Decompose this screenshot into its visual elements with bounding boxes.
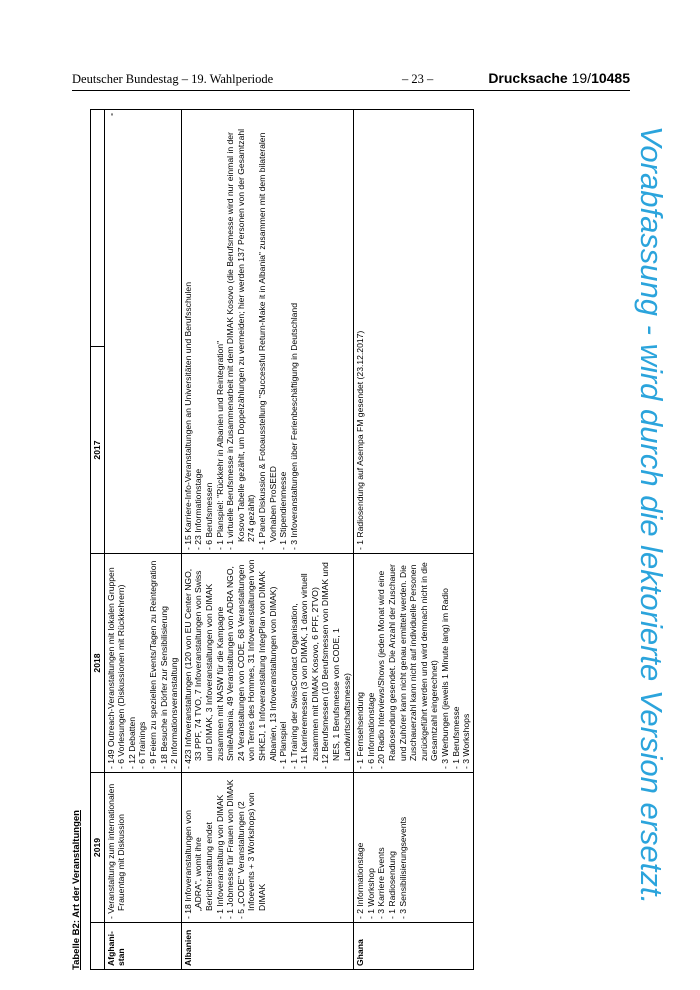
header-extra-cell (91, 110, 105, 347)
event-item: - 15 Karriere-Info-Veranstaltungen an Universitäten und Berufsschulen (183, 113, 194, 550)
header-document-number (488, 70, 630, 86)
events-cell-2017 (104, 110, 181, 554)
events-list (183, 776, 268, 919)
draft-watermark (610, 125, 692, 905)
event-item: - 1 Jobmesse für Frauen von DIMAK (225, 776, 236, 919)
event-item: - 2 Informationstage (355, 776, 366, 919)
table-row (354, 110, 474, 970)
event-item: - 149 Outreach-Veranstaltungen mit lokalen Gruppen (106, 557, 117, 769)
event-item: - 23 Informationstage (193, 113, 204, 550)
rotated-table-area (72, 110, 612, 970)
table-row (181, 110, 354, 970)
events-list (355, 113, 366, 550)
header-parliament-title: Deutscher Bundestag – 19. Wahlperiode (72, 72, 274, 86)
event-item: - 3 Werbungen (jeweils 1 Minute lang) im Radio (440, 557, 451, 769)
events-cell-2017 (181, 110, 354, 554)
event-item: - 5 „CODE" Veranstaltungen (2 Infoevents + 3 Workshops) von DIMAK (236, 776, 268, 919)
events-table (90, 109, 474, 970)
country-cell: Afghani-stan (104, 923, 181, 970)
country-cell: Albanien (181, 923, 354, 970)
event-item: - 3 Karriere Events (376, 776, 387, 919)
events-cell-2018 (354, 554, 474, 773)
header-doc-period: 19/ (571, 70, 592, 86)
event-item: - 1 Fernsehsendung (355, 557, 366, 769)
country-cell: Ghana (354, 923, 474, 970)
event-item: - 1 virtuelle Berufsmesse in Zusammenarbeit mit dem DIMAK Kosovo (die Berufsmesse wird nur einmal in der Kosovo Tabelle gezählt, um Doppelzählungen zu vermeiden; hier werden 137 Personen von der Gesamtzahl 274 gezählt) (225, 113, 257, 550)
event-item: - 1 Planspiel: "Rückkehr in Albanien und Reintegration" (215, 113, 226, 550)
events-cell-2018 (181, 554, 354, 773)
table-body (104, 110, 473, 970)
events-list (355, 776, 408, 919)
event-item: - 3 Infoveranstaltungen über Ferienbeschäftigung in Deutschland (289, 113, 300, 550)
event-item: - 6 Trainings (137, 557, 148, 769)
event-item: - 11 Karrieremessen (3 von DIMAK, 1 davon virtuell zusammen mit DIMAK Kosovo, 6 PFF, 2TVO) (299, 557, 320, 769)
event-item: - Veranstaltung zum internationalen Frauentag mit Diskussion (106, 776, 127, 919)
event-item: - 1 Panel Diskussion & Fotoausstellung "Successful Return-Make it in Albania" zusammen mit dem bilateralen Vorhaben ProSEED (257, 113, 278, 550)
page-header (72, 70, 630, 91)
event-item: - 2 Informationsveranstaltung (169, 557, 180, 769)
watermark-text: Vorabfassung - wird durch die lektorierte Version ersetzt. (634, 125, 669, 905)
event-item: - 1 Radiosendung (387, 776, 398, 919)
event-item: - 12 Berufsmessen (10 Berufsmessen von DIMAK und NES, 1 Berufsmesse von CODE, 1 Landwirtschaftsmesse) (320, 557, 352, 769)
event-item: - 20 Radio Interviews/Shows (jeden Monat wird eine Radiosendung gesendet. Die Anzahl der Zuschauer und Zuhörer kann nicht genau ermittelt werden. Die Zuschauerzahl kann nicht auf individuelle Personen zurückgeführt werden und wird demnach nicht in die Gesamtzahl eingerechnet) (376, 557, 440, 769)
events-cell-2018 (104, 554, 181, 773)
table-caption: Tabelle B2: Art der Veranstaltungen (71, 810, 82, 970)
table-header-row (91, 110, 105, 970)
event-item: - 1 Infoveranstaltung von DIMAK (215, 776, 226, 919)
header-doc-label: Drucksache (488, 70, 568, 86)
event-item: - 1 Radiosendung auf Asempa FM gesendet (23.12.2017) (355, 113, 366, 550)
event-item: - 6 Vorlesungen (Diskussionen mit Rückkehrern) (116, 557, 127, 769)
header-doc-id: 10485 (591, 70, 630, 86)
event-item: - 1 Training der SwissContact Organisation, (289, 557, 300, 769)
event-item: - 6 Berufsmessen (204, 113, 215, 550)
event-item: - 1 Stipendienmesse (278, 113, 289, 550)
event-item: - 18 Besuche in Dörfer zur Sensibilisierung (159, 557, 170, 769)
header-year-2017: 2017 (91, 347, 105, 554)
header-page-number: – 23 – (402, 72, 434, 86)
table-row (104, 110, 181, 970)
header-year-2018: 2018 (91, 554, 105, 773)
empty-dash: - (105, 113, 116, 116)
event-item: - 6 Informationstage (366, 557, 377, 769)
events-cell-2017 (354, 110, 474, 554)
events-list (183, 557, 353, 769)
event-item: - 18 Infoveranstaltungen von „ADRA", womit ihre Berichterstattung endet (183, 776, 215, 919)
events-cell-2019 (181, 773, 354, 923)
event-item: - 1 Berufsmesse (451, 557, 462, 769)
event-item: - 1 Workshop (366, 776, 377, 919)
events-list (355, 557, 472, 769)
event-item: - 423 Infoveranstaltungen (120 von EU Center NGO, 33 PPF, 74 TVO, 7 Infoveranstaltungen von Swiss und DIMAK, 3 Infoveranstaltungen von DIMAK zusammen mit NASW für die Kampagne SmileAlbania, 49 Veranstaltungen von ADRA NGO, 24 Veranstaltungen von CODE, 68 Veranstaltungen von Terres des Hommes, 31 Infoveranstaltungen von SHKEJ, 1 Infoveranstaltung IntegPlan von DIMAK Albanien, 13 Infoveranstaltungen von DIMAK) (183, 557, 278, 769)
header-year-2019: 2019 (91, 773, 105, 923)
event-item: - 3 Workshops (461, 557, 472, 769)
events-list (183, 113, 300, 550)
events-list (106, 776, 127, 919)
event-item: - 9 Feiern zu speziellen Events/Tagen zu Reintegration (148, 557, 159, 769)
events-list (106, 557, 180, 769)
rotated-table-content (72, 110, 612, 970)
event-item: - 3 Sensibilisierungsevents (398, 776, 409, 919)
events-cell-2019 (354, 773, 474, 923)
header-country-cell (91, 923, 105, 970)
event-item: - 12 Debatten (127, 557, 138, 769)
events-cell-2019 (104, 773, 181, 923)
event-item: - 1 Planspiel (278, 557, 289, 769)
